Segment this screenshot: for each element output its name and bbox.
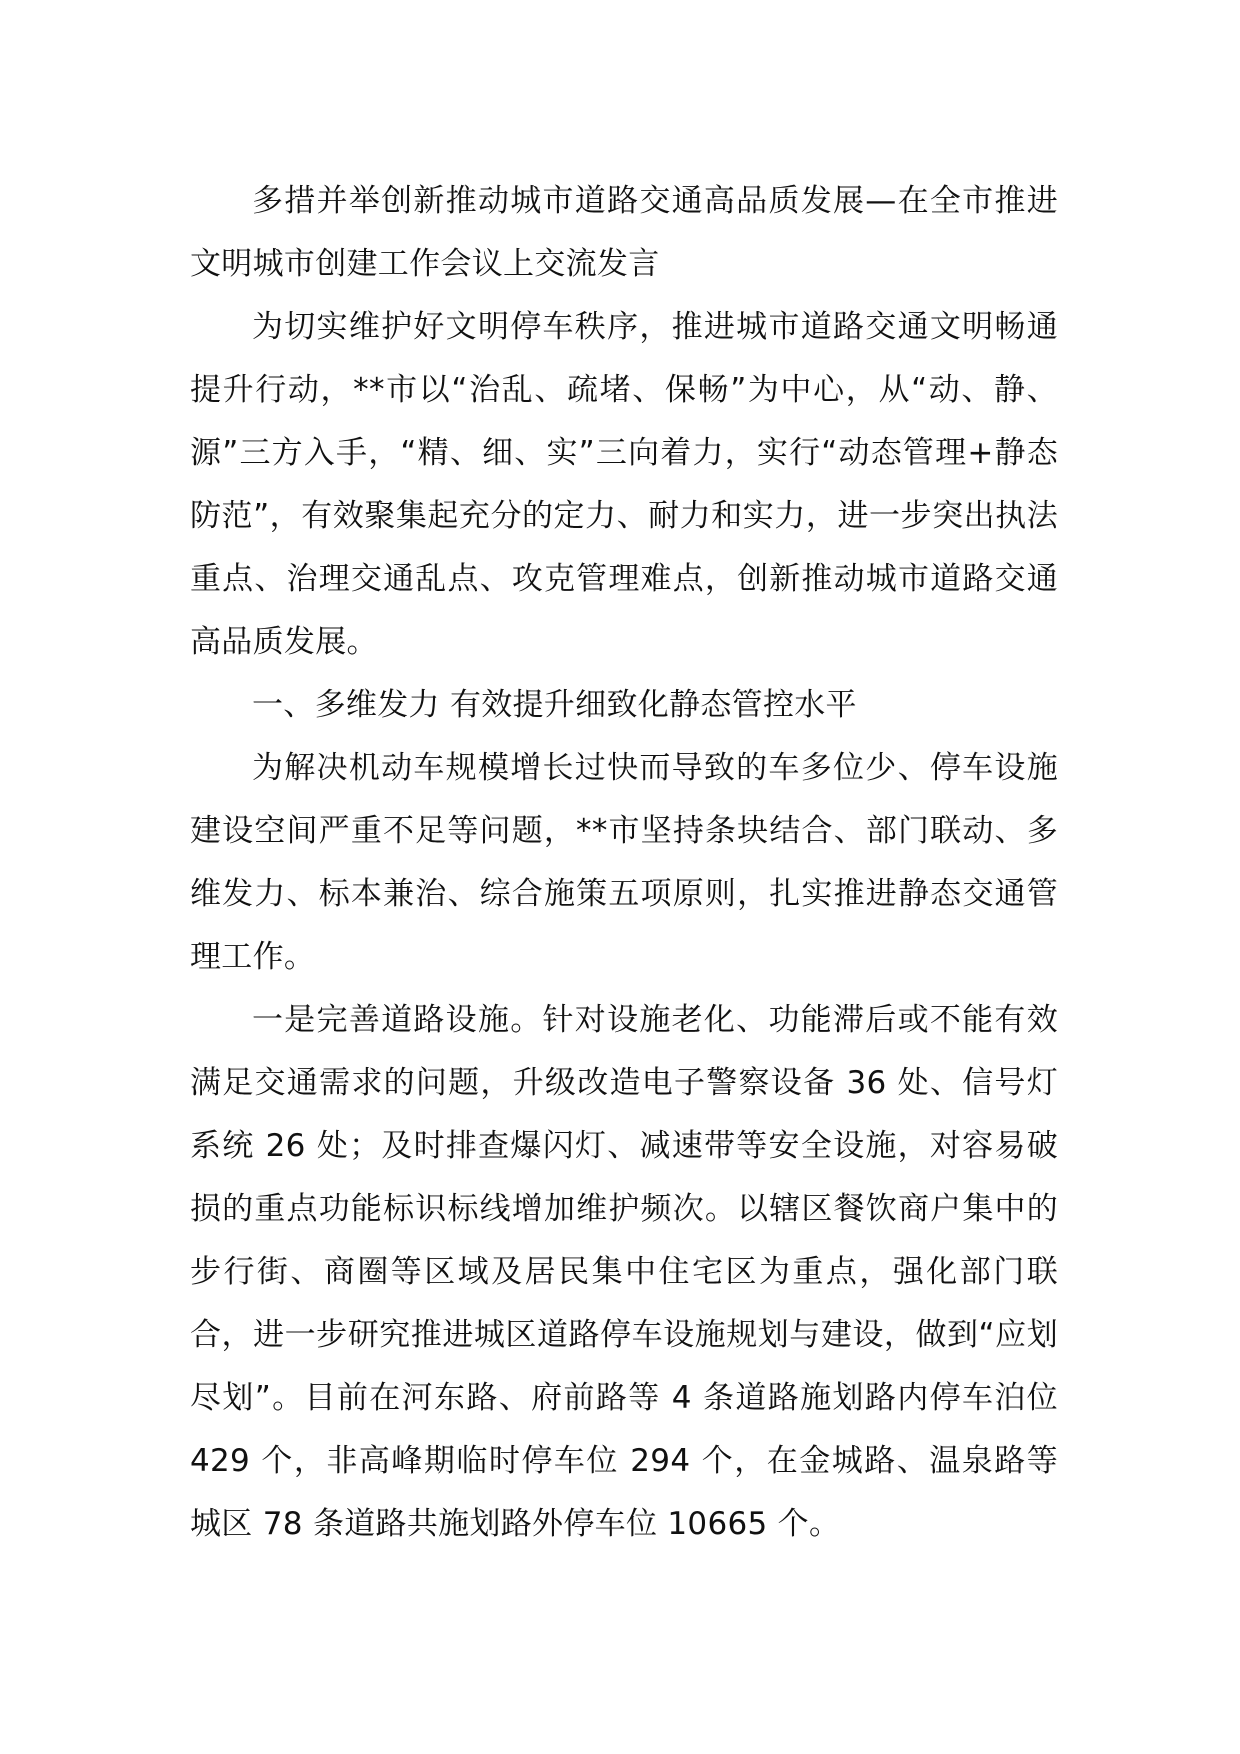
section-heading: 一、多维发力 有效提升细致化静态管控水平 <box>252 687 857 723</box>
section-paragraph: 为解决机动车规模增长过快而导致的车多位少、停车设施建设空间严重不足等问题，**市坚持条块结合、部门联动、多维发力、标本兼治、综合施策五项原则，扎实推进静态交通管理工作。 <box>190 750 1058 975</box>
document-title: 多措并举创新推动城市道路交通高品质发展—在全市推进文明城市创建工作会议上交流发言 <box>190 183 1058 282</box>
section-paragraph: 一是完善道路设施。针对设施老化、功能滞后或不能有效满足交通需求的问题，升级改造电子警察设备 36 处、信号灯系统 26 处；及时排查爆闪灯、减速带等安全设施，对容易破损的重点功能标识标线增加维护频次。以辖区餐饮商户集中的步行街、商圈等区域及居民集中住宅区为重点，强化部门联合，进一步研究推进城区道路停车设施规划与建设，做到“应划尽划”。目前在河东路、府前路等 4 条道路施划路内停车泊位 429 个，非高峰期临时停车位 294 个，在金城路、温泉路等城区 78 条道路共施划路外停车位 10665 个。 <box>190 1002 1058 1542</box>
intro-paragraph: 为切实维护好文明停车秩序，推进城市道路交通文明畅通提升行动，**市以“治乱、疏堵、保畅”为中心，从“动、静、源”三方入手，“精、细、实”三向着力，实行“动态管理+静态防范”，有效聚集起充分的定力、耐力和实力，进一步突出执法重点、治理交通乱点、攻克管理难点，创新推动城市道路交通高品质发展。 <box>190 309 1058 660</box>
document-body <box>190 170 1058 1556</box>
